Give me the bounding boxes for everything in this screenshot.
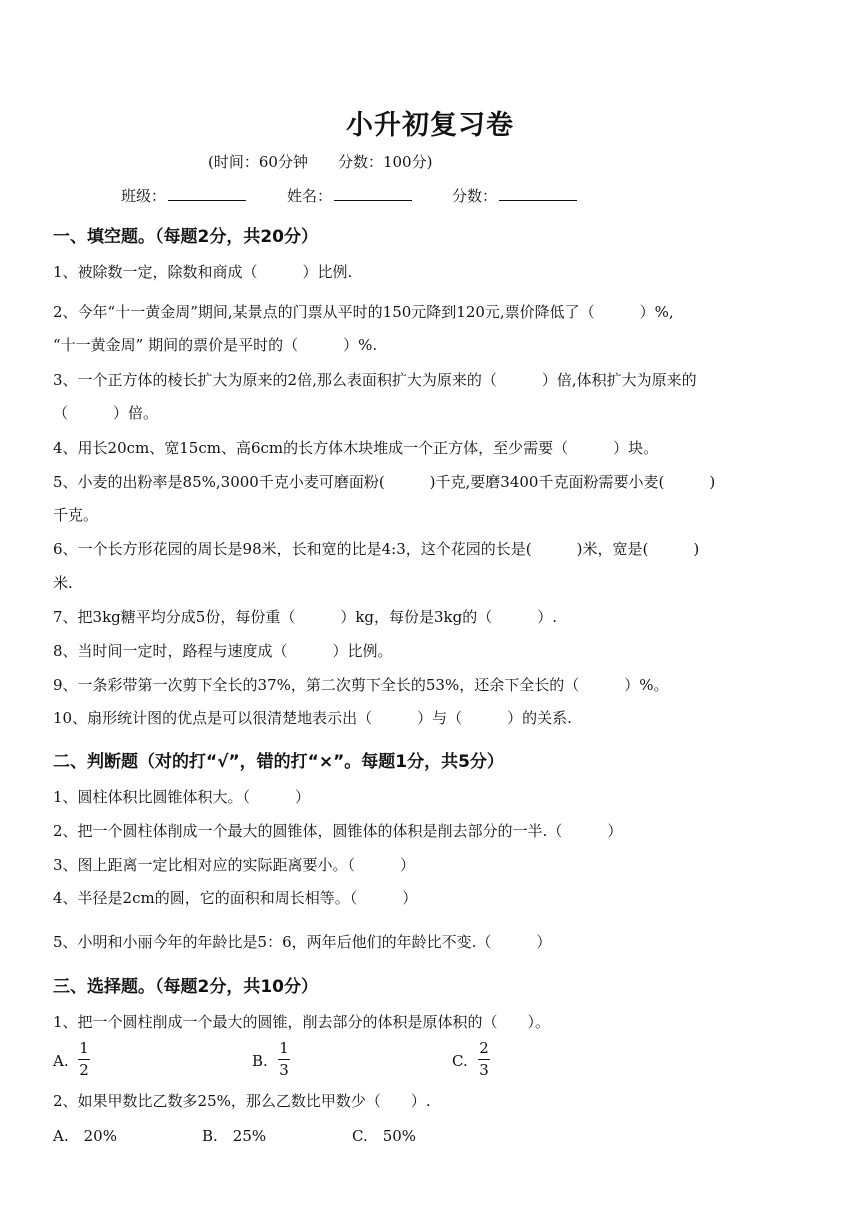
fraction-numerator: 1 (79, 1039, 89, 1057)
score-label: 分数： (452, 187, 498, 205)
name-label: 姓名： (287, 187, 333, 205)
question-line: 1、被除数一定，除数和商成（ ）比例. (53, 263, 353, 281)
question-line: 1、圆柱体积比圆锥体积大。（ ） (53, 788, 311, 806)
section-choice-heading: 三、选择题。（每题2分，共10分） (53, 977, 318, 997)
fraction-bar (78, 1059, 90, 1060)
fraction-numerator: 2 (479, 1039, 489, 1057)
class-label: 班级： (121, 187, 167, 205)
name-blank[interactable] (334, 186, 412, 201)
fraction-bar (478, 1059, 490, 1060)
option-b: B. 25% (202, 1127, 267, 1145)
question-line: 3、图上距离一定比相对应的实际距离要小。（ ） (53, 856, 416, 874)
option-b-fraction (278, 1040, 290, 1079)
page-title: 小升初复习卷 (346, 110, 514, 141)
question-line: 5、小明和小丽今年的年龄比是5：6，两年后他们的年龄比不变.（ ） (53, 933, 552, 951)
option-c: C. 50% (352, 1127, 417, 1145)
option-a-label: A. (53, 1052, 69, 1070)
option-b-label: B. (252, 1052, 268, 1070)
score-field (452, 185, 577, 206)
exam-subtitle: (时间：60分钟 分数：100分) (208, 153, 433, 171)
option-c-fraction (478, 1040, 490, 1079)
question-line: 6、一个长方形花园的周长是98米，长和宽的比是4:3，这个花园的长是( )米，宽是( ) (53, 540, 700, 558)
class-field (121, 185, 246, 206)
question-line: 3、一个正方体的棱长扩大为原来的2倍,那么表面积扩大为原来的（ ）倍,体积扩大为原来的 (53, 371, 697, 389)
question-line: 2、把一个圆柱体削成一个最大的圆锥体，圆锥体的体积是削去部分的一半.（ ） (53, 822, 623, 840)
question-line: 米. (53, 574, 73, 592)
question-line: 8、当时间一定时，路程与速度成（ ）比例。 (53, 642, 393, 660)
question-line: 5、小麦的出粉率是85%,3000千克小麦可磨面粉( )千克,要磨3400千克面粉需要小麦( ) (53, 473, 716, 491)
fraction-denominator: 2 (79, 1061, 89, 1079)
question-line: 4、半径是2cm的圆，它的面积和周长相等。（ ） (53, 889, 418, 907)
question-line: 2、今年“十一黄金周”期间,某景点的门票从平时的150元降到120元,票价降低了（ ）%, (53, 303, 674, 321)
question-line: 2、如果甲数比乙数多25%，那么乙数比甲数少（ ）. (53, 1092, 431, 1110)
section-fill-blank-heading: 一、填空题。（每题2分，共20分） (53, 227, 318, 247)
question-line: “十一黄金周” 期间的票价是平时的（ ）%. (53, 336, 378, 354)
question-line: 9、一条彩带第一次剪下全长的37%，第二次剪下全长的53%，还余下全长的（ ）%。 (53, 676, 669, 694)
fraction-bar (278, 1059, 290, 1060)
name-field (287, 185, 412, 206)
question-line: 千克。 (53, 506, 99, 524)
question-line: 4、用长20cm、宽15cm、高6cm的长方体木块堆成一个正方体，至少需要（ ）块。 (53, 439, 659, 457)
fraction-numerator: 1 (279, 1039, 289, 1057)
question-line: （ ）倍。 (53, 404, 159, 422)
class-blank[interactable] (168, 186, 246, 201)
fraction-denominator: 3 (279, 1061, 289, 1079)
fraction-denominator: 3 (479, 1061, 489, 1079)
section-true-false-heading: 二、判断题（对的打“√”，错的打“×”。每题1分，共5分） (53, 752, 504, 772)
score-blank[interactable] (499, 186, 577, 201)
question-line: 7、把3kg糖平均分成5份，每份重（ ）kg，每份是3kg的（ ）. (53, 608, 558, 626)
option-a: A. 20% (53, 1127, 117, 1145)
question-line: 10、扇形统计图的优点是可以很清楚地表示出（ ）与（ ）的关系. (53, 709, 572, 727)
question-line: 1、把一个圆柱削成一个最大的圆锥，削去部分的体积是原体积的（ ）。 (53, 1013, 551, 1031)
option-c-label: C. (452, 1052, 468, 1070)
option-a-fraction (78, 1040, 90, 1079)
